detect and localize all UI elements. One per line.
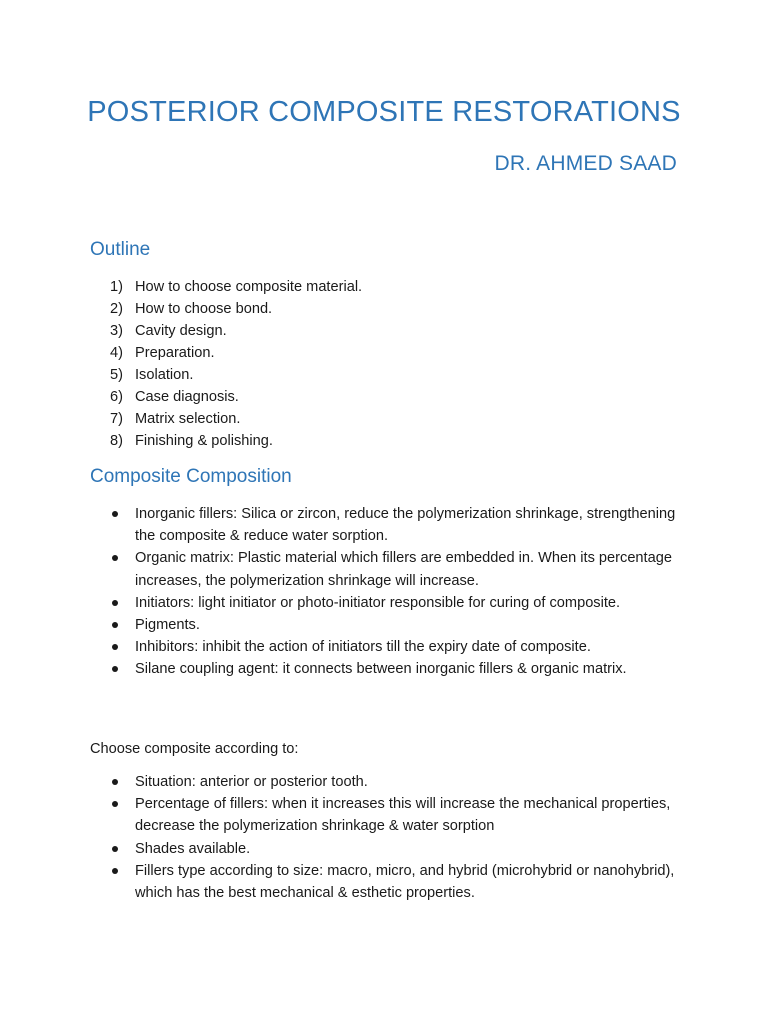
item-text: Initiators: light initiator or photo-initiator responsible for curing of composite. (135, 594, 621, 611)
list-item (110, 408, 362, 430)
composition-heading: Composite Composition (90, 466, 292, 487)
item-text: Percentage of fillers: when it increases this will increase the mechanical properties, decrease the polymerization shrinkage & water sorption (135, 796, 671, 835)
item-text: How to choose bond. (135, 301, 273, 317)
list-item (112, 636, 692, 658)
list-item (110, 364, 362, 386)
item-number: 6) (110, 389, 123, 405)
item-number: 5) (110, 367, 123, 383)
list-item (112, 547, 692, 591)
item-text: Inorganic fillers: Silica or zircon, reduce the polymerization shrinkage, strengthening the composite & reduce water sorption. (135, 506, 676, 545)
list-item (112, 503, 692, 547)
list-item (112, 658, 692, 680)
list-item (112, 771, 692, 793)
item-text: Organic matrix: Plastic material which fillers are embedded in. When its percentage increases, the polymerization shrinkage will increase. (135, 550, 672, 589)
list-item (112, 592, 692, 614)
item-text: Matrix selection. (135, 411, 241, 427)
list-item (112, 614, 692, 636)
item-number: 7) (110, 411, 123, 427)
item-number: 2) (110, 301, 123, 317)
item-text: Fillers type according to size: macro, micro, and hybrid (microhybrid or nanohybrid), which has the best mechanical & esthetic properties. (135, 862, 675, 902)
item-text: Inhibitors: inhibit the action of initiators till the expiry date of composite. (135, 639, 591, 656)
bullet-icon (112, 511, 118, 517)
document-author: DR. AHMED SAAD (494, 152, 677, 175)
item-text: Pigments. (135, 617, 200, 634)
choose-list (112, 771, 692, 904)
outline-heading: Outline (90, 239, 151, 260)
item-text: Cavity design. (135, 323, 227, 339)
list-item (112, 838, 692, 860)
bullet-icon (112, 600, 118, 606)
bullet-icon (112, 801, 118, 807)
list-item (110, 276, 362, 298)
bullet-icon (112, 779, 118, 785)
item-text: Finishing & polishing. (135, 433, 273, 449)
item-text: Situation: anterior or posterior tooth. (135, 774, 368, 790)
item-number: 1) (110, 279, 123, 295)
list-item (112, 793, 692, 837)
bullet-icon (112, 868, 118, 874)
bullet-icon (112, 555, 118, 561)
item-text: How to choose composite material. (135, 279, 363, 295)
bullet-icon (112, 644, 118, 650)
item-text: Isolation. (135, 367, 194, 383)
list-item (110, 320, 362, 342)
bullet-icon (112, 846, 118, 852)
list-item (110, 430, 362, 452)
list-item (112, 860, 692, 904)
item-number: 4) (110, 345, 123, 361)
composition-list (112, 503, 692, 681)
item-text: Shades available. (135, 840, 251, 857)
list-item (110, 298, 362, 320)
item-text: Preparation. (135, 345, 215, 361)
list-item (110, 342, 362, 364)
item-number: 8) (110, 433, 123, 449)
bullet-icon (112, 666, 118, 672)
item-number: 3) (110, 323, 123, 339)
bullet-icon (112, 622, 118, 628)
item-text: Silane coupling agent: it connects between inorganic fillers & organic matrix. (135, 661, 627, 678)
choose-intro: Choose composite according to: (90, 741, 299, 757)
list-item (110, 386, 362, 408)
outline-list (110, 276, 362, 452)
document-title: POSTERIOR COMPOSITE RESTORATIONS (87, 96, 681, 128)
item-text: Case diagnosis. (135, 389, 239, 405)
